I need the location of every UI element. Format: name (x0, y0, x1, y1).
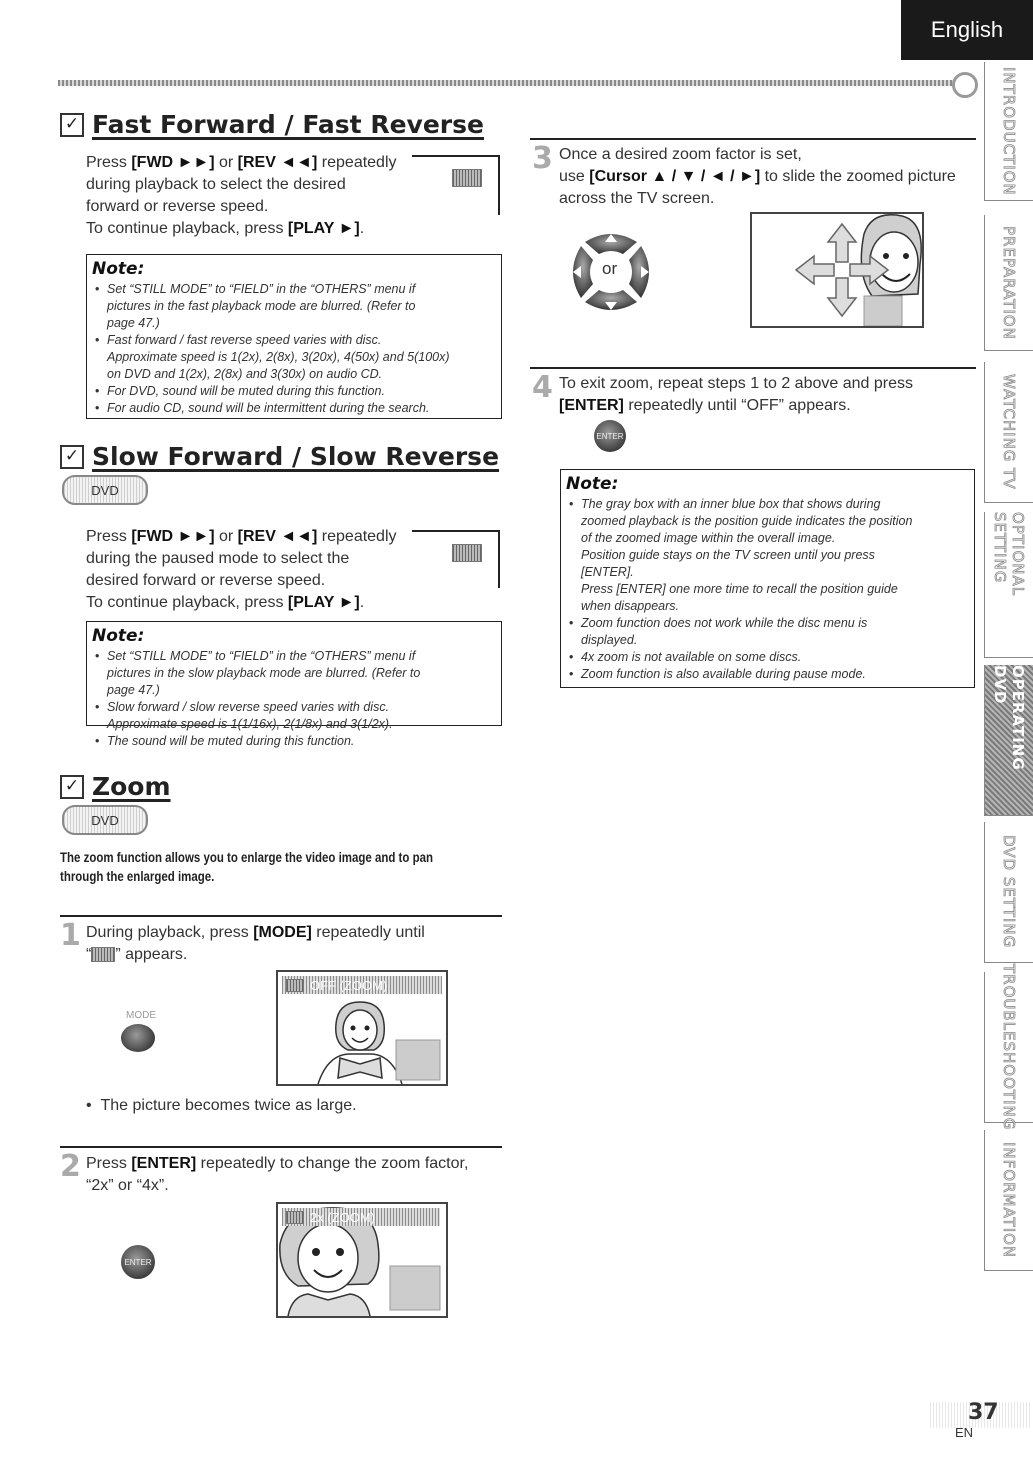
note-item: • The sound will be muted during this function. (93, 733, 501, 750)
dvd-badge: DVD (62, 475, 148, 505)
step-divider (60, 915, 502, 917)
step-number: 4 (532, 370, 553, 405)
step2-text: Press [ENTER] repeatedly to change the zoom factor, “2x” or “4x”. (86, 1155, 469, 1194)
pan-illustration (752, 214, 922, 326)
step-divider (530, 367, 976, 369)
checkbox-icon: ✓ (60, 445, 84, 469)
section-title-slow (60, 442, 499, 471)
side-tab-troubleshooting[interactable] (984, 963, 1033, 1131)
step1-text: During playback, press [MODE] repeatedly until “ ” appears. (86, 924, 425, 963)
zoom-note-box (560, 469, 975, 688)
step-number: 3 (532, 141, 553, 176)
osd-text: 2x (ZOOM) (310, 1209, 375, 1225)
fast-note-box (86, 254, 502, 419)
osd-text: OFF (ZOOM) (310, 977, 388, 993)
page-number: 37 (968, 1400, 999, 1425)
enter-button[interactable] (594, 420, 626, 452)
page-language-code: EN (955, 1425, 974, 1440)
divider-end-circle (952, 72, 978, 98)
note-item: • Set “STILL MODE” to “FIELD” in the “OTHERS” menu if pictures in the slow playback mode are blurred. (Refer to page 47.) (93, 648, 501, 699)
side-tab-optional-setting[interactable] (984, 512, 1033, 658)
side-tab-preparation[interactable] (984, 215, 1033, 351)
or-label: or (602, 259, 618, 278)
tv-screen-zoom-2x (276, 1202, 448, 1318)
note-item: • Set “STILL MODE” to “FIELD” in the “OTHERS” menu if pictures in the fast playback mode are blurred. (Refer to page 47.) (93, 281, 501, 332)
section-title-text: Zoom (92, 772, 171, 801)
note-item: • 4x zoom is not available on some discs. (567, 649, 974, 666)
dvd-badge: DVD (62, 805, 148, 835)
step-number: 2 (60, 1149, 81, 1184)
note-item: • The gray box with an inner blue box that shows during zoomed playback is the position guide indicates the position of the zoomed image within the overall image. Position guide stays on the TV screen until you press [ENTER]. Press [ENTER] one more time to recall the position guide when disappears. (567, 496, 974, 615)
note-item: • For DVD, sound will be muted during this function. (93, 383, 501, 400)
side-tab-label: OPERATING DVD (991, 665, 1027, 771)
step1-bullet: • The picture becomes twice as large. (86, 1097, 357, 1114)
osd-bar (282, 1208, 440, 1226)
fast-instructions: Press [FWD ►►] or [REV ◄◄] repeatedly during playback to select the desired forward or reverse speed. To continue playback, press [PLAY ►]. (86, 154, 397, 237)
note-title: Note: (566, 474, 619, 494)
side-tab-label: TROUBLESHOOTING (1000, 963, 1018, 1131)
step3-text: Once a desired zoom factor is set, use [Cursor ▲ / ▼ / ◄ / ►] to slide the zoomed picture across the TV screen. (559, 146, 956, 207)
section-title-text: Fast Forward / Fast Reverse (92, 110, 484, 139)
language-tab: English (901, 0, 1033, 60)
section-title-fast (60, 110, 484, 139)
zoom-intro: The zoom function allows you to enlarge the video image and to pan through the enlarged image. (60, 850, 433, 884)
slow-note-box (86, 621, 502, 748)
step-divider (60, 1146, 502, 1148)
side-tab-information[interactable] (984, 1130, 1033, 1271)
enter-button[interactable] (121, 1245, 155, 1279)
note-item: • Fast forward / fast reverse speed varies with disc. Approximate speed is 1(2x), 2(8x), 3(20x), 4(50x) and 5(100x) on DVD and 1(2x), 2(8x) and 3(30x) on audio CD. (93, 332, 501, 383)
note-item: • Zoom function does not work while the disc menu is displayed. (567, 615, 974, 649)
side-tab-label: PREPARATION (1000, 225, 1018, 340)
side-tab-introduction[interactable] (984, 62, 1033, 201)
side-tab-label: DVD SETTING (1000, 835, 1018, 949)
section-title-text: Slow Forward / Slow Reverse (92, 442, 500, 471)
step-number: 1 (60, 918, 81, 953)
side-tab-dvd-setting[interactable] (984, 822, 1033, 963)
zoom-symbol-icon (91, 947, 115, 962)
checkbox-icon: ✓ (60, 113, 84, 137)
step-divider (530, 138, 976, 140)
checkbox-icon: ✓ (60, 775, 84, 799)
side-tab-label: OPTIONAL SETTING (991, 512, 1027, 597)
girl-illustration (278, 994, 446, 1084)
note-item: • Slow forward / slow reverse speed varies with disc. Approximate speed is 1(1/16x), 2(1/8x) and 3(1/2x). (93, 699, 501, 733)
side-tab-label: WATCHING TV (1000, 374, 1018, 490)
step4-text: To exit zoom, repeat steps 1 to 2 above and press [ENTER] repeatedly until “OFF” appears. (559, 375, 913, 414)
note-item: • For audio CD, sound will be intermittent during the search. (93, 400, 501, 417)
rewind-display-icon (452, 169, 482, 187)
tv-screen-zoom-off (276, 970, 448, 1086)
mode-button[interactable] (121, 1024, 155, 1052)
side-tab-label: INFORMATION (1000, 1141, 1018, 1259)
section-title-zoom (60, 772, 171, 801)
osd-bar (282, 976, 442, 994)
side-tab-watching-tv[interactable] (984, 362, 1033, 503)
tv-screen-pan (750, 212, 924, 328)
slow-display-icon (452, 544, 482, 562)
side-tab-operating-dvd[interactable] (984, 665, 1033, 816)
mode-button-label: MODE (126, 1010, 156, 1021)
top-divider (58, 80, 958, 86)
side-tab-label: INTRODUCTION (1000, 66, 1018, 196)
enter-button-label: ENTER (596, 431, 624, 441)
zoom-osd-icon (286, 1211, 304, 1224)
enter-button-label: ENTER (124, 1257, 152, 1267)
note-item: • Zoom function is also available during pause mode. (567, 666, 974, 683)
zoom-osd-icon (286, 979, 304, 992)
note-title: Note: (92, 626, 145, 646)
slow-instructions: Press [FWD ►►] or [REV ◄◄] repeatedly during the paused mode to select the desired forward or reverse speed. To continue playback, press [PLAY ►]. (86, 528, 397, 611)
note-title: Note: (92, 259, 145, 279)
